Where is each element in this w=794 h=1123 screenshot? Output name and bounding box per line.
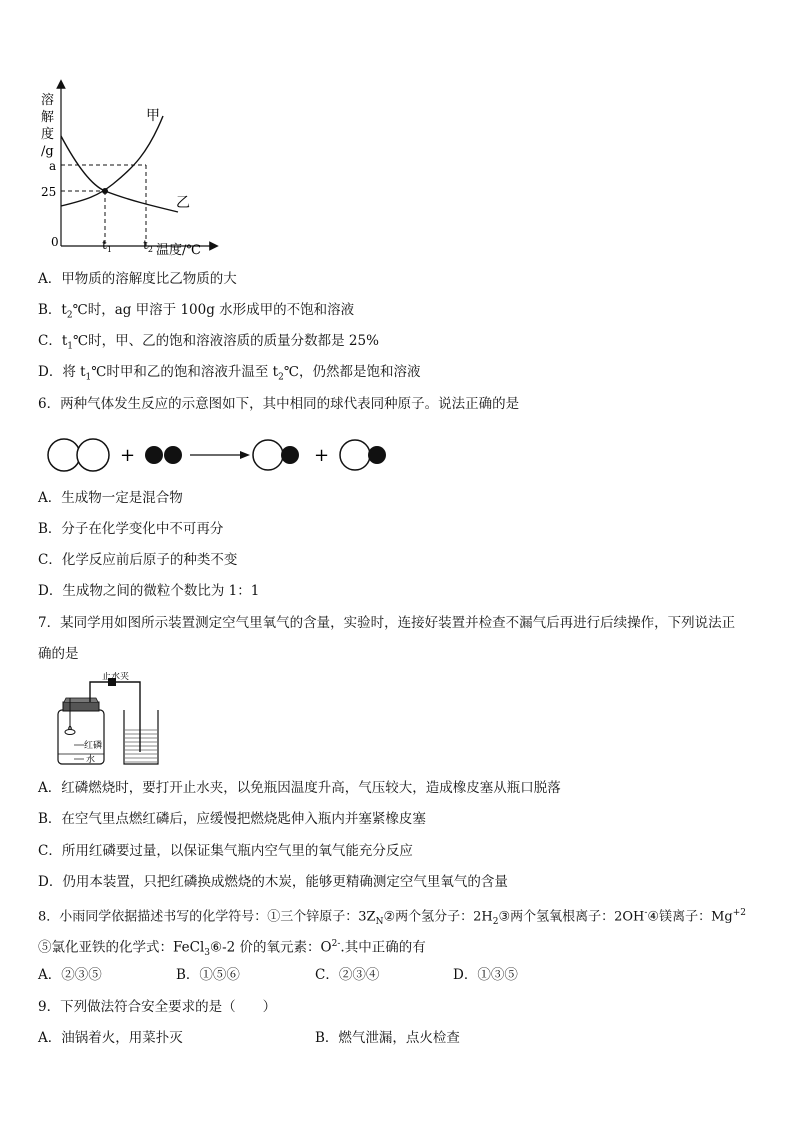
label-phosphorus: 红磷: [84, 741, 103, 751]
q6-option-a: A．生成物一定是混合物: [38, 490, 183, 506]
q6-option-d: D．生成物之间的微粒个数比为 1：1: [38, 583, 260, 599]
q7-option-a: A．红磷燃烧时，要打开止水夹，以免瓶因温度升高，气压较大，造成橡皮塞从瓶口脱落: [38, 780, 561, 796]
label-clip: 止水夹: [102, 672, 130, 682]
reaction-diagram: [40, 436, 400, 474]
q7-option-c: C．所用红磷要过量，以保证集气瓶内空气里的氧气能充分反应: [38, 843, 413, 859]
q6-option-b: B．分子在化学变化中不可再分: [38, 521, 224, 537]
tick-t1: $t_1$: [102, 238, 112, 254]
solubility-graph: [38, 78, 228, 260]
q7-stem-line1: 7．某同学用如图所示装置测定空气里氧气的含量，实验时，连接好装置并检查不漏气后再进行后续操作，下列说法正: [38, 615, 736, 631]
q6-stem: 6．两种气体发生反应的示意图如下，其中相同的球代表同种原子。说法正确的是: [38, 396, 520, 412]
ylabel-1: 溶: [41, 93, 55, 108]
q6-option-c: C．化学反应前后原子的种类不变: [38, 552, 238, 568]
intersection-point: [102, 188, 108, 194]
q5-option-c: C．$t_1℃$时，甲、乙的饱和溶液溶质的质量分数都是 25%: [38, 333, 379, 352]
q8-option-b: B．①⑤⑥: [176, 967, 240, 983]
origin-label: 0: [51, 235, 59, 249]
ylabel-2: 解: [41, 110, 55, 125]
q5-option-a: A．甲物质的溶解度比乙物质的大: [38, 271, 237, 287]
tick-a: a: [49, 159, 57, 173]
curve-yi: [61, 136, 178, 212]
q8-option-a: A．②③⑤: [38, 967, 102, 983]
q8-stem-line1: 8．小雨同学依据描述书写的化学符号：①三个锌原子：$3Z_N②$两个氢分子：$2H_2③$两个氢氧根离子：2OH-④镁离子：$Mg^{+2}$: [38, 908, 746, 927]
q8-stem-line2: ⑤氯化亚铁的化学式：FeCl$_3$⑥-2 价的氧元素：$O^{2-}$.其中正确的有: [38, 939, 426, 959]
plus-1: +: [120, 445, 136, 466]
label-water: 水: [86, 755, 96, 765]
ylabel-4: /g: [41, 144, 54, 159]
q7-stem-line2: 确的是: [38, 646, 79, 662]
label-jia: 甲: [146, 108, 160, 124]
q5-option-b: B．$t_2℃$时，ag 甲溶于 100g 水形成甲的不饱和溶液: [38, 302, 355, 321]
apparatus-diagram: [44, 672, 160, 770]
tick-25: 25: [41, 185, 57, 199]
q9-stem: 9．下列做法符合安全要求的是（ ）: [38, 999, 277, 1015]
q9-option-a: A．油锅着火，用菜扑灭: [38, 1030, 183, 1046]
ylabel-3: 度: [41, 127, 55, 142]
xlabel: 温度/℃: [156, 243, 201, 258]
q7-option-b: B．在空气里点燃红磷后，应缓慢把燃烧匙伸入瓶内并塞紧橡皮塞: [38, 811, 426, 827]
q7-option-d: D．仍用本装置，只把红磷换成燃烧的木炭，能够更精确测定空气里氧气的含量: [38, 874, 508, 890]
plus-2: +: [314, 445, 330, 466]
q8-option-d: D．①③⑤: [453, 967, 518, 983]
q5-option-d: D．将 $t_1℃$时甲和乙的饱和溶液升温至 $t_2℃$，仍然都是饱和溶液: [38, 364, 421, 383]
q9-option-b: B．燃气泄漏，点火检查: [315, 1030, 460, 1046]
label-yi: 乙: [176, 195, 190, 211]
q8-option-c: C．②③④: [315, 967, 380, 983]
tick-t2: $t_2$: [143, 238, 153, 254]
